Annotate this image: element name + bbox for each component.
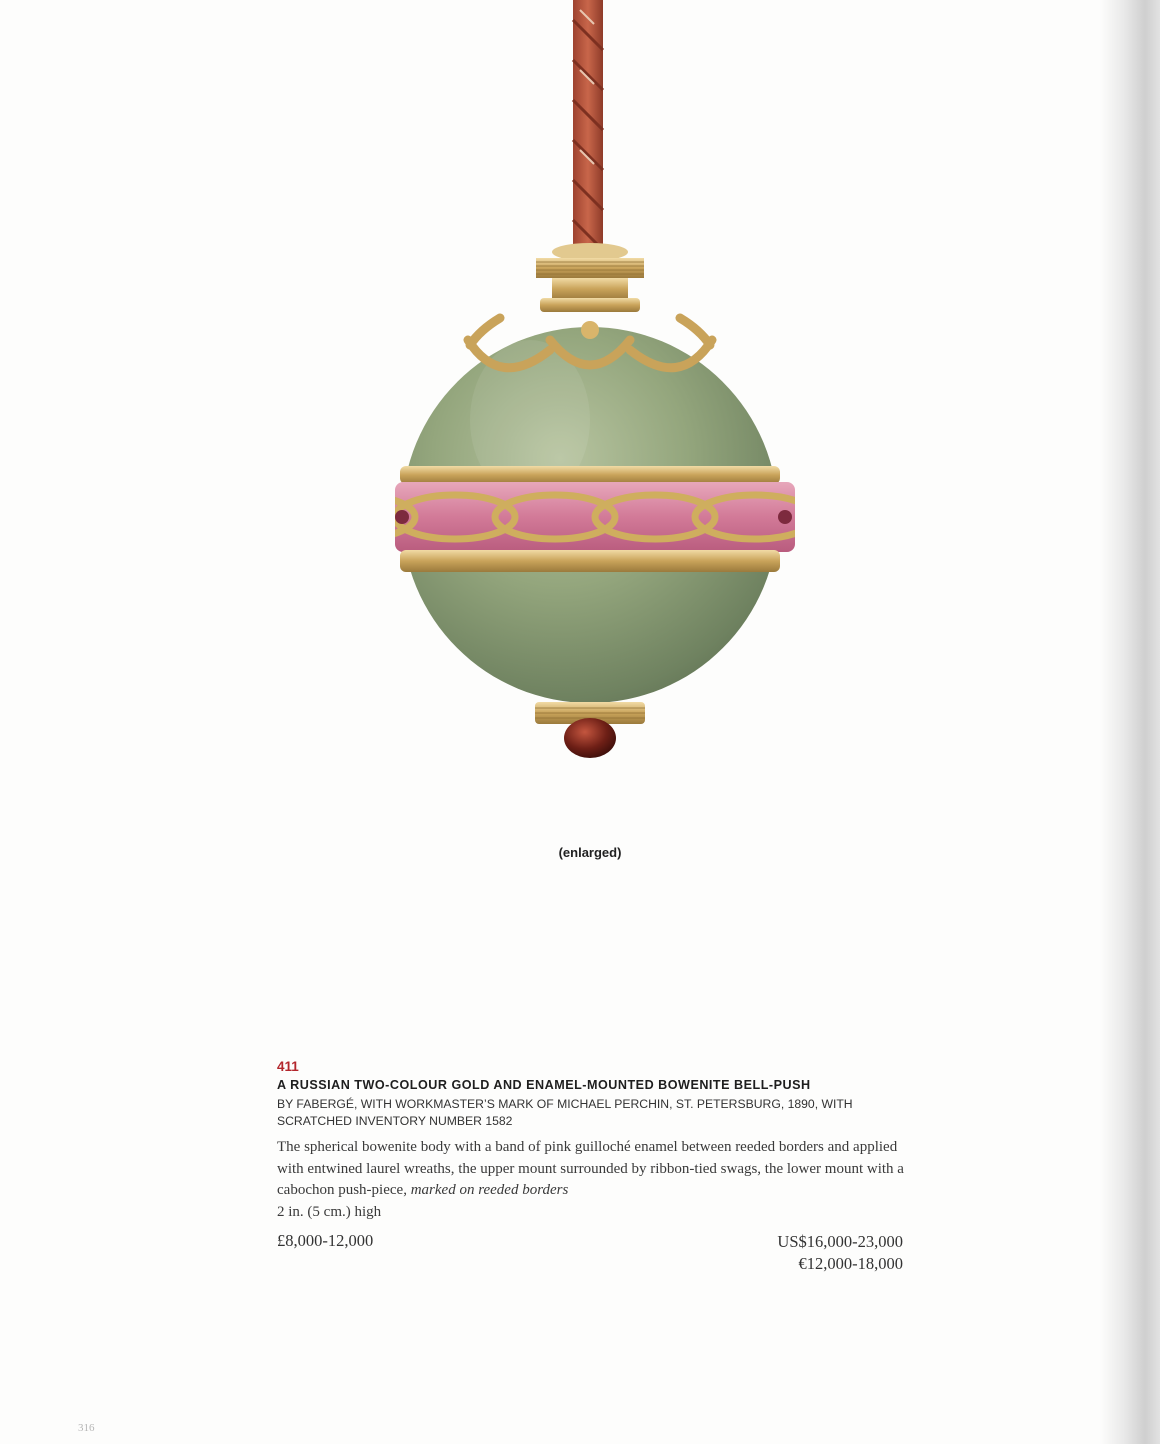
lower-reeded-border (400, 550, 780, 572)
bell-push-illustration (380, 0, 800, 770)
lot-subtitle: BY FABERGÉ, WITH WORKMASTER’S MARK OF MICHAEL PERCHIN, ST. PETERSBURG, 1890, WITH SCRATCHED INVENTORY NUMBER 1582 (277, 1097, 853, 1128)
lot-entry (277, 1058, 907, 1279)
estimate-foreign (777, 1231, 903, 1275)
silk-cord (573, 0, 603, 250)
upper-mount (536, 243, 644, 312)
lot-number: 411 (277, 1059, 299, 1074)
estimate-usd: US$16,000-23,000 (777, 1232, 903, 1251)
estimate-gbp: £8,000-12,000 (277, 1231, 374, 1250)
lot-description (277, 1137, 907, 1202)
page-number: 316 (78, 1422, 95, 1434)
description-marks: marked on reeded borders (410, 1182, 569, 1198)
cabochon-push-piece (564, 718, 616, 758)
description-text: The spherical bowenite body with a band of pink guilloché enamel between reeded borders and applied with entwined laurel wreaths, the upper mount surrounded by ribbon-tied swags, the lower mount with a cabochon push-piece, (277, 1139, 904, 1198)
lot-title: A RUSSIAN TWO-COLOUR GOLD AND ENAMEL-MOUNTED BOWENITE BELL-PUSH (277, 1078, 811, 1092)
estimate-eur: €12,000-18,000 (798, 1254, 903, 1273)
page-edge-shadow (1100, 0, 1160, 1444)
image-caption: (enlarged) (558, 845, 622, 860)
estimates (277, 1231, 903, 1279)
lot-dimensions: 2 in. (5 cm.) high (277, 1203, 382, 1220)
upper-reeded-border (400, 466, 780, 484)
bell-push-photo (380, 0, 800, 770)
